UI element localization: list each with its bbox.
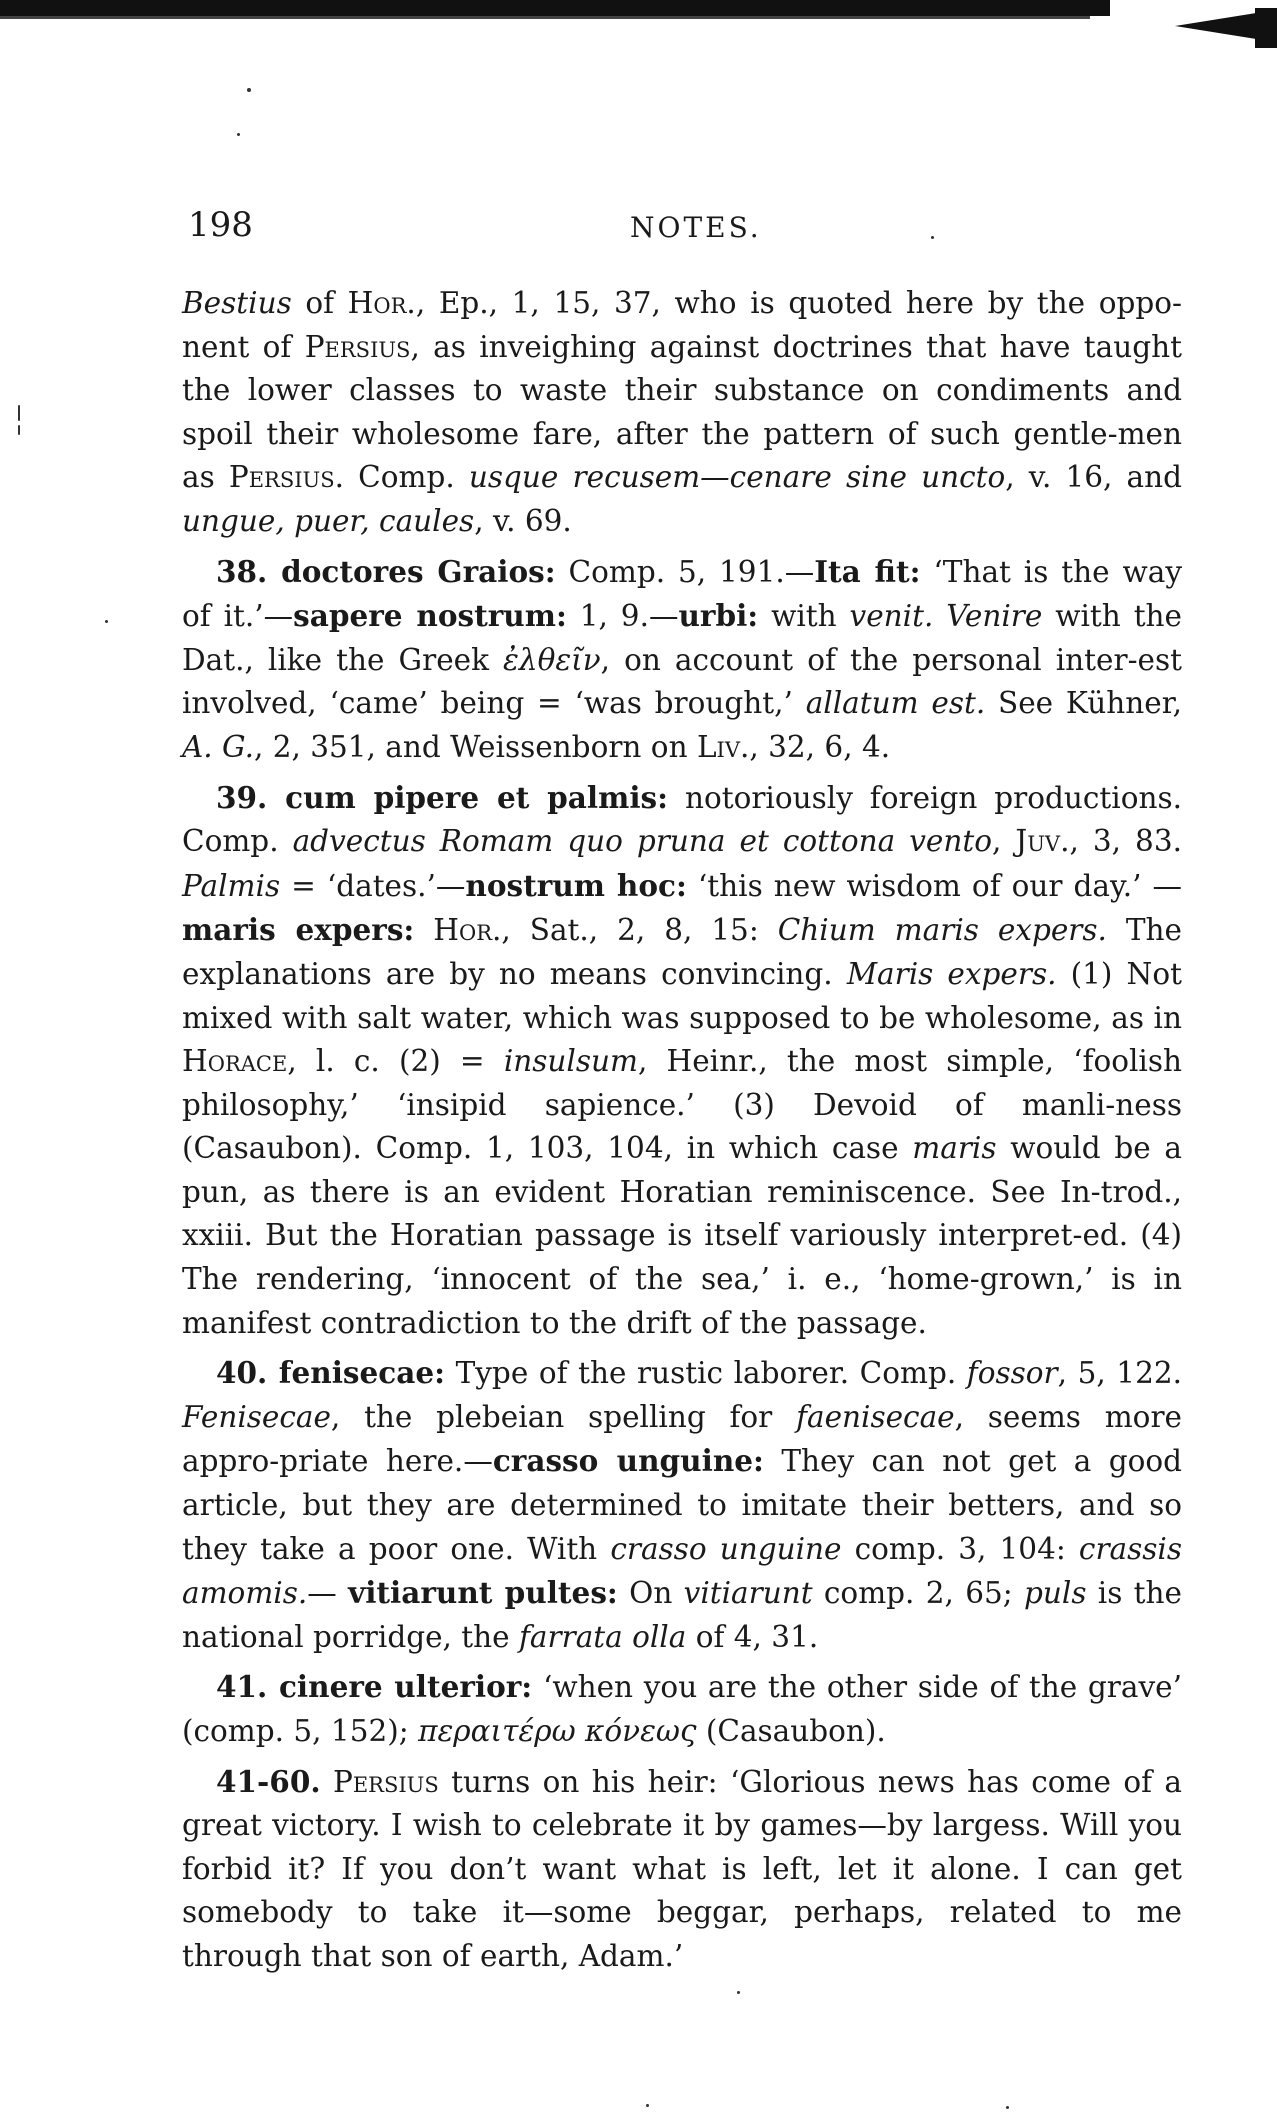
author-name: Persius (304, 329, 411, 364)
italic-text: puls (1024, 1576, 1087, 1611)
author-name: Persius (333, 1764, 439, 1799)
text-run: , 2, 351, and Weissenborn on (253, 729, 697, 764)
italic-text: maris (912, 1131, 997, 1166)
lemma: 38. doctores Graios: (216, 553, 556, 589)
text-run: , 32, 6, 4. (749, 729, 891, 764)
lemma: nostrum hoc: (465, 867, 687, 903)
italic-text: advectus Romam quo pruna et cottona vento (292, 824, 992, 859)
italic-text: farrata olla (519, 1619, 687, 1654)
text-run: The explanations are by no means convincing. (182, 913, 1182, 991)
text-run: = ‘dates.’— (280, 868, 466, 903)
text-run: is the national porridge, the (182, 1576, 1182, 1654)
text-run (933, 599, 946, 633)
text-run: — (307, 1576, 349, 1611)
page-title: NOTES. (630, 211, 762, 244)
text-run: , on account of the personal inter-est involved, ‘came’ being = ‘was brought,’ (182, 642, 1182, 721)
italic-text: fossor (966, 1356, 1058, 1391)
lemma: 40. fenisecae: (216, 1355, 446, 1391)
text-run: (Casaubon). (696, 1714, 886, 1748)
text-run: Type of the rustic laborer. Comp. (445, 1356, 967, 1391)
italic-text: faenisecae (796, 1399, 955, 1434)
lemma: sapere nostrum: (293, 598, 567, 634)
text-run: They can not get a good article, but they are determined to imitate their betters, and so they take a poor one. With (182, 1444, 1183, 1566)
ink-speck (237, 133, 240, 136)
text-run: , v. 69. (474, 503, 572, 538)
top-border-rule (0, 0, 1110, 16)
text-run: of 4, 31. (686, 1619, 819, 1654)
italic-text: usque recusem—cenare sine uncto (468, 460, 1006, 495)
note-paragraph (182, 282, 1182, 544)
italic-text: venit. (849, 599, 934, 634)
italic-text: περαιτέρω κόνεως (418, 1714, 697, 1748)
text-run: . Comp. (334, 460, 469, 495)
italic-text: Chium maris expers. (777, 913, 1107, 948)
italic-text: A. G. (182, 729, 254, 764)
text-run: Comp. 5, 191.— (555, 554, 815, 589)
lemma: 41-60. (216, 1763, 321, 1799)
text-run: See Kühner, (985, 686, 1182, 721)
italic-text: Palmis (182, 868, 281, 903)
text-run: , 5, 122. (1057, 1356, 1182, 1391)
text-run: turns on his heir: ‘Glorious news has come of a great victory. I wish to celebrate it by games—by largess. Will you forbid it? If you don’t want what is left, let it alone. I can get somebody to take it—some beggar, perhaps, related to me through that son of earth, Adam.’ (182, 1764, 1182, 1973)
text-run: , Heinr., the most simple, ‘foolish philosophy,’ ‘insipid sapience.’ (3) Devoid of manli-ness (Casaubon). Comp. 1, 103, 104, in which case (182, 1044, 1182, 1166)
text-run: ‘That is the way of it.’— (182, 554, 1182, 634)
lemma: urbi: (678, 598, 759, 634)
author-name: Hor. (433, 913, 502, 948)
note-paragraph (182, 1351, 1182, 1659)
text-run: notoriously foreign productions. Comp. (182, 780, 1182, 859)
author-name: Juv. (1015, 824, 1070, 859)
italic-text: Venire (946, 599, 1043, 634)
italic-text: Fenisecae (182, 1399, 331, 1434)
italic-text: Maris expers. (846, 956, 1057, 991)
text-run: , v. 16, and (1005, 460, 1183, 495)
text-run: comp. 3, 104: (841, 1531, 1079, 1566)
text-run: of (291, 286, 348, 320)
italic-text: crassis amomis. (182, 1531, 1182, 1611)
text-run: , as inveighing against doctrines that have taught the lower classes to waste their substance on condiments and spoil their wholesome fare, after the pattern of such gentle-men as (182, 329, 1182, 495)
text-run (414, 913, 433, 947)
text-run: On (617, 1576, 684, 1611)
lemma: maris expers: (182, 912, 415, 948)
italic-text: insulsum (503, 1044, 638, 1079)
text-run: , l. c. (2) = (287, 1044, 504, 1079)
top-border-rule-thin (0, 16, 1090, 19)
author-name: Persius (228, 460, 335, 495)
italic-text: ἐλθεῖν (503, 642, 601, 677)
text-run: , (991, 824, 1016, 859)
lemma: Ita fit: (814, 553, 921, 589)
italic-text: Bestius (182, 286, 292, 320)
italic-text: crasso unguine (610, 1531, 842, 1566)
note-paragraph (182, 1760, 1182, 1979)
lemma: crasso unguine: (492, 1443, 764, 1479)
text-run: 1, 9.— (566, 599, 679, 634)
ink-speck (105, 620, 108, 623)
author-name: Horace (182, 1044, 288, 1079)
text-run: , Sat., 2, 8, 15: (501, 913, 778, 948)
italic-text: ungue, puer, caules (182, 503, 475, 538)
text-run: comp. 2, 65; (812, 1576, 1024, 1611)
ink-speck (18, 425, 20, 435)
text-run: , the plebeian spelling for (330, 1399, 797, 1434)
page-number: 198 (188, 205, 253, 245)
italic-text: allatum est. (805, 686, 986, 721)
text-run (321, 1765, 333, 1799)
ink-speck (247, 88, 251, 92)
text-run: with the Dat., like the Greek (182, 599, 1183, 677)
note-paragraph (182, 550, 1182, 770)
notes-body (182, 282, 1182, 1985)
text-run: , 3, 83. (1069, 824, 1182, 859)
corner-arrow-tail (1255, 8, 1277, 48)
text-run: with (758, 599, 850, 634)
note-paragraph (182, 1665, 1182, 1753)
lemma: 41. cinere ulterior: (216, 1669, 533, 1705)
text-run: , Ep., 1, 15, 37, who is quoted here by the oppo-nent of (182, 286, 1182, 364)
note-paragraph (182, 776, 1182, 1346)
text-run: would be a pun, as there is an evident Horatian reminiscence. See In-trod., xxiii. But the Horatian passage is itself variously interpret-ed. (4) The rendering, ‘innocent of the sea,’ i. e., ‘home-grown,’ is in manifest contradiction to the drift of the passage. (182, 1131, 1182, 1340)
author-name: Liv. (696, 729, 750, 764)
lemma: 39. cum pipere et palmis: (216, 779, 669, 815)
text-run: ‘when you are the other side of the grave’ (comp. 5, 152); (182, 1670, 1182, 1748)
lemma: vitiarunt pultes: (348, 1575, 618, 1611)
text-run: ‘this new wisdom of our day.’ — (686, 868, 1183, 903)
ink-speck (18, 405, 20, 421)
text-run: (1) Not mixed with salt water, which was supposed to be wholesome, as in (182, 956, 1182, 1035)
running-head (180, 205, 1180, 253)
ink-speck (737, 1991, 740, 1994)
text-run: , seems more appro-priate here.— (182, 1399, 1183, 1479)
author-name: Hor. (347, 286, 416, 320)
ink-speck (646, 2104, 649, 2107)
ink-speck (1006, 2106, 1009, 2109)
italic-text: vitiarunt (683, 1576, 813, 1611)
